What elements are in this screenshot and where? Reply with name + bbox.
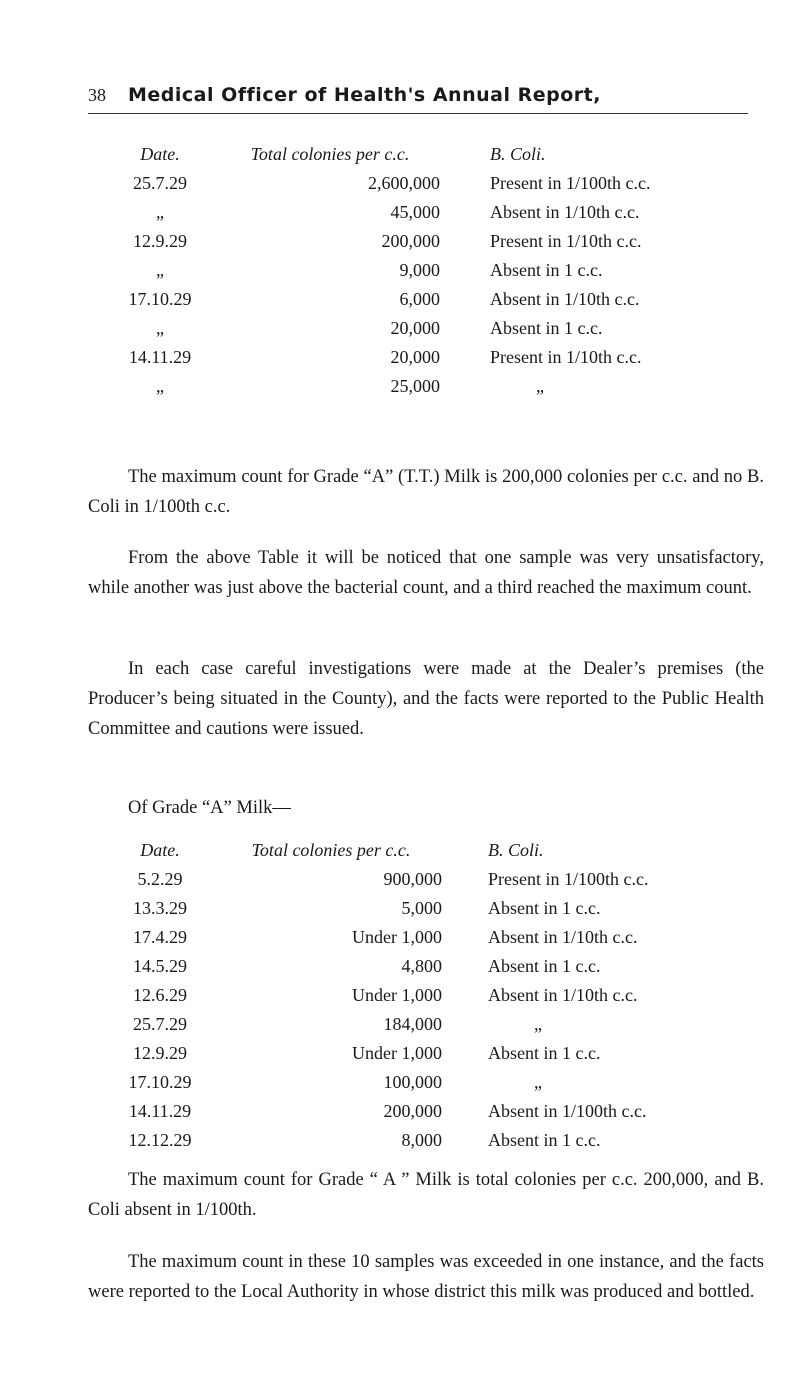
table-row xyxy=(100,894,738,923)
cell-date: 12.12.29 xyxy=(128,1130,192,1150)
header-rule xyxy=(88,113,748,114)
table-row xyxy=(100,1068,738,1097)
table-row xyxy=(100,227,730,256)
cell-total: 6,000 xyxy=(399,289,440,309)
table-row xyxy=(100,372,730,401)
column-header-total-colonies: Total colonies per c.c. xyxy=(250,144,410,164)
paragraph-investigations: In each case careful investigations were made at the Dealer’s premises (the Producer’s being situated in the County), and the facts were reported to the Public Health Committee and cautions were issued. xyxy=(88,659,764,739)
cell-date: 25.7.29 xyxy=(133,173,187,193)
cell-date: „ xyxy=(156,202,164,222)
cell-date: 17.4.29 xyxy=(133,927,187,947)
cell-total: 8,000 xyxy=(401,1130,442,1150)
cell-total: 100,000 xyxy=(383,1072,442,1092)
table-row xyxy=(100,343,730,372)
table-row xyxy=(100,1126,738,1155)
cell-date: „ xyxy=(156,260,164,280)
paragraph-table-notes: From the above Table it will be noticed that one sample was very unsatisfactory, while another was just above the bacterial count, and a third reached the maximum count. xyxy=(88,548,764,598)
bacteriology-table-grade-a-milk xyxy=(100,836,738,1155)
paragraph-tt-max-count: The maximum count for Grade “A” (T.T.) Milk is 200,000 colonies per c.c. and no B. Coli in 1/100th c.c. xyxy=(88,467,764,517)
cell-total: 25,000 xyxy=(390,376,440,396)
cell-coli: Absent in 1/100th c.c. xyxy=(488,1101,647,1121)
cell-total: 4,800 xyxy=(401,956,442,976)
cell-coli: Present in 1/100th c.c. xyxy=(488,869,649,889)
cell-coli: Present in 1/100th c.c. xyxy=(490,173,651,193)
cell-total: 20,000 xyxy=(390,318,440,338)
cell-date: 5.2.29 xyxy=(137,869,183,889)
grade-a-subheading: Of Grade “A” Milk— xyxy=(128,798,291,818)
cell-date: 14.11.29 xyxy=(128,1101,192,1121)
paragraph-grade-a-max-count: The maximum count for Grade “ A ” Milk is total colonies per c.c. 200,000, and B. Coli absent in 1/100th. xyxy=(88,1170,764,1220)
table-row xyxy=(100,865,738,894)
cell-coli: Present in 1/10th c.c. xyxy=(490,231,642,251)
cell-total: 20,000 xyxy=(390,347,440,367)
cell-total: Under 1,000 xyxy=(352,985,442,1005)
page-number: 38 xyxy=(88,85,106,105)
cell-total: 900,000 xyxy=(383,869,442,889)
column-header-date: Date. xyxy=(140,840,180,860)
cell-total: 200,000 xyxy=(383,1101,442,1121)
table-header-row xyxy=(100,836,738,865)
table-row xyxy=(100,952,738,981)
cell-date: 17.10.29 xyxy=(128,1072,192,1092)
cell-coli: Absent in 1 c.c. xyxy=(490,318,603,338)
cell-date: „ xyxy=(156,376,164,396)
page-header xyxy=(88,84,728,106)
cell-date: 25.7.29 xyxy=(133,1014,187,1034)
table-row xyxy=(100,169,730,198)
table-row xyxy=(100,1097,738,1126)
cell-coli: „ xyxy=(534,1072,542,1092)
column-header-total-colonies: Total colonies per c.c. xyxy=(251,840,411,860)
table-row xyxy=(100,198,730,227)
cell-date: 14.11.29 xyxy=(128,347,192,367)
cell-date: 14.5.29 xyxy=(133,956,187,976)
cell-coli: „ xyxy=(534,1014,542,1034)
column-header-date: Date. xyxy=(140,144,180,164)
cell-date: „ xyxy=(156,318,164,338)
table-row xyxy=(100,285,730,314)
cell-total: Under 1,000 xyxy=(352,927,442,947)
cell-coli: Absent in 1/10th c.c. xyxy=(488,927,638,947)
cell-coli: Absent in 1 c.c. xyxy=(488,956,601,976)
cell-coli: Absent in 1 c.c. xyxy=(488,1130,601,1150)
column-header-b-coli: B. Coli. xyxy=(490,144,546,164)
paragraph-exceeded-instance: The maximum count in these 10 samples was exceeded in one instance, and the facts were reported to the Local Authority in whose district this milk was produced and bottled. xyxy=(88,1252,764,1302)
cell-total: 9,000 xyxy=(399,260,440,280)
cell-coli: „ xyxy=(536,376,544,396)
cell-coli: Absent in 1 c.c. xyxy=(488,898,601,918)
table-row xyxy=(100,981,738,1010)
cell-total: 5,000 xyxy=(401,898,442,918)
table-row xyxy=(100,314,730,343)
bacteriology-table-tt-milk xyxy=(100,140,730,401)
cell-total: 200,000 xyxy=(381,231,440,251)
table-header-row xyxy=(100,140,730,169)
table-row xyxy=(100,1039,738,1068)
cell-total: 2,600,000 xyxy=(368,173,440,193)
cell-coli: Absent in 1/10th c.c. xyxy=(488,985,638,1005)
cell-coli: Absent in 1/10th c.c. xyxy=(490,202,640,222)
table-row xyxy=(100,923,738,952)
cell-date: 17.10.29 xyxy=(128,289,192,309)
cell-coli: Absent in 1 c.c. xyxy=(490,260,603,280)
column-header-b-coli: B. Coli. xyxy=(488,840,544,860)
cell-date: 13.3.29 xyxy=(133,898,187,918)
cell-coli: Absent in 1/10th c.c. xyxy=(490,289,640,309)
table-row xyxy=(100,1010,738,1039)
cell-coli: Present in 1/10th c.c. xyxy=(490,347,642,367)
cell-coli: Absent in 1 c.c. xyxy=(488,1043,601,1063)
cell-total: 45,000 xyxy=(390,202,440,222)
cell-total: 184,000 xyxy=(383,1014,442,1034)
running-title: Medical Officer of Health's Annual Report, xyxy=(128,84,601,106)
cell-date: 12.6.29 xyxy=(133,985,187,1005)
cell-date: 12.9.29 xyxy=(133,1043,187,1063)
table-row xyxy=(100,256,730,285)
cell-date: 12.9.29 xyxy=(133,231,187,251)
cell-total: Under 1,000 xyxy=(352,1043,442,1063)
